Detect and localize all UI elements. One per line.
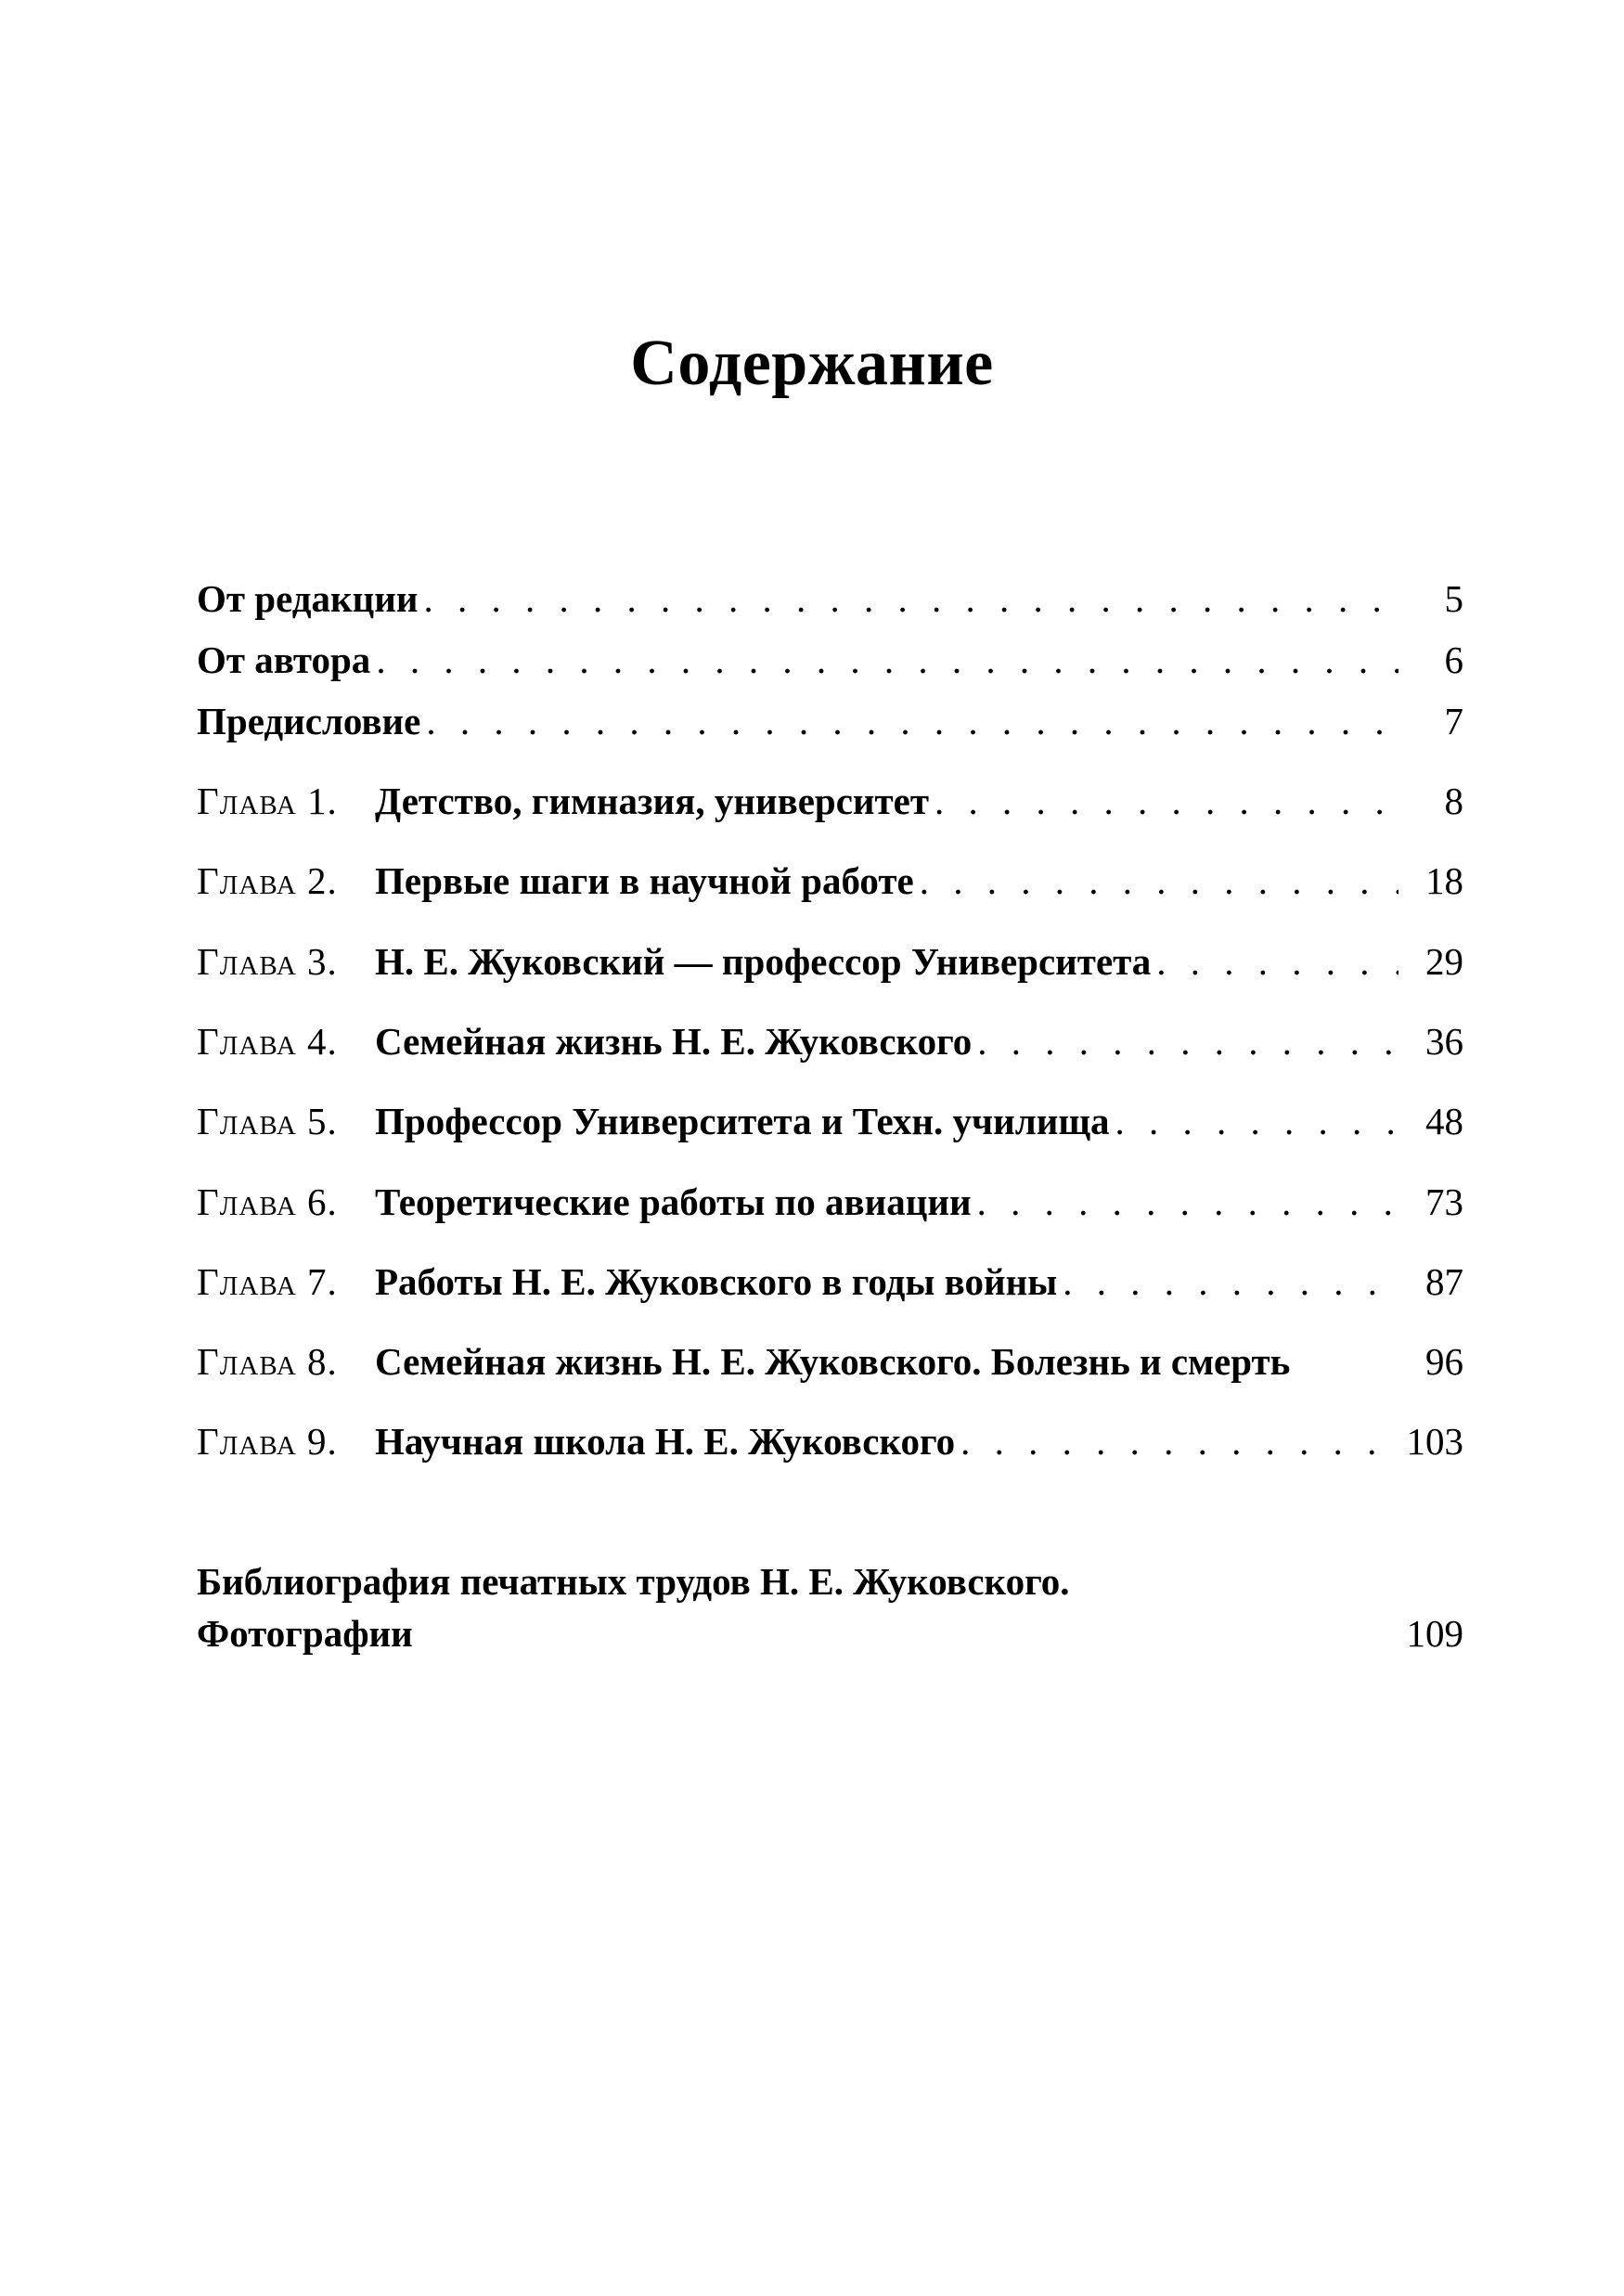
toc-entry-title: Предисловие <box>197 700 421 742</box>
toc-entry[interactable] <box>197 693 1463 749</box>
toc-entry[interactable] <box>197 632 1463 688</box>
chapter-label: Глава 5. <box>197 1100 338 1142</box>
toc-page-number: 7 <box>1444 700 1463 742</box>
chapter-title: Научная школа Н. Е. Жуковского <box>375 1420 956 1463</box>
dot-leader <box>420 693 1398 749</box>
toc-page-number: 36 <box>1425 1020 1463 1063</box>
chapter-title: Профессор Университета и Техн. училища <box>375 1100 1110 1142</box>
toc-page-number: 5 <box>1444 577 1463 620</box>
dot-leader <box>370 632 1398 688</box>
toc-chapter-entry[interactable] <box>197 1174 1463 1230</box>
toc-page-number: 103 <box>1406 1420 1463 1463</box>
toc-page-number: 73 <box>1425 1180 1463 1223</box>
page-title: Содержание <box>630 328 994 399</box>
toc-page-number: 87 <box>1425 1260 1463 1303</box>
toc-entry[interactable] <box>197 571 1463 626</box>
toc-chapter-entry[interactable] <box>197 1334 1463 1389</box>
toc-chapter-entry[interactable] <box>197 1093 1463 1149</box>
chapter-label: Глава 2. <box>197 859 338 902</box>
dot-leader <box>914 853 1398 909</box>
chapter-label: Глава 8. <box>197 1340 338 1383</box>
toc-chapter-entry[interactable] <box>197 853 1463 909</box>
chapter-label: Глава 9. <box>197 1420 338 1463</box>
dot-leader <box>929 773 1398 829</box>
toc-entry-title: От редакции <box>197 577 419 620</box>
toc-chapter-entry[interactable] <box>197 1413 1463 1469</box>
bibliography-title: Библиография печатных трудов Н. Е. Жуковского. <box>197 1560 1070 1603</box>
chapter-label: Глава 4. <box>197 1020 338 1063</box>
dot-leader <box>1151 934 1398 989</box>
chapter-title: Теоретические работы по авиации <box>375 1180 972 1223</box>
chapter-label: Глава 3. <box>197 940 338 983</box>
dot-leader <box>418 571 1398 626</box>
chapter-title: Н. Е. Жуковский — профессор Университета <box>375 940 1152 983</box>
chapter-label: Глава 1. <box>197 780 338 822</box>
toc-entry-title: От автора <box>197 638 371 681</box>
toc-page-number: 48 <box>1425 1100 1463 1142</box>
chapter-label: Глава 7. <box>197 1260 338 1303</box>
dot-leader <box>1057 1254 1398 1309</box>
toc-chapter-entry[interactable] <box>197 1254 1463 1309</box>
bibliography-photos: Фотографии <box>197 1612 413 1655</box>
toc-page-number: 18 <box>1425 859 1463 902</box>
toc-page-number: 8 <box>1444 780 1463 822</box>
chapter-title: Работы Н. Е. Жуковского в годы войны <box>375 1260 1058 1303</box>
chapter-title: Семейная жизнь Н. Е. Жуковского. Болезнь и смерть <box>375 1340 1291 1383</box>
dot-leader <box>972 1013 1398 1069</box>
toc-page-number: 96 <box>1425 1340 1463 1383</box>
toc-bibliography-entry[interactable] <box>197 1555 1463 1659</box>
chapter-title: Семейная жизнь Н. Е. Жуковского <box>375 1020 973 1063</box>
chapter-title: Первые шаги в научной работе <box>375 859 914 902</box>
chapter-title: Детство, гимназия, университет <box>375 780 930 822</box>
toc-chapter-entry[interactable] <box>197 934 1463 989</box>
dot-leader <box>1110 1093 1398 1149</box>
toc-page-number: 6 <box>1444 638 1463 681</box>
chapter-label: Глава 6. <box>197 1180 338 1223</box>
toc-page-number: 29 <box>1425 940 1463 983</box>
dot-leader <box>955 1413 1397 1469</box>
toc-page-number: 109 <box>1406 1612 1463 1655</box>
toc-chapter-entry[interactable] <box>197 1013 1463 1069</box>
toc-chapter-entry[interactable] <box>197 773 1463 829</box>
dot-leader <box>972 1174 1398 1230</box>
